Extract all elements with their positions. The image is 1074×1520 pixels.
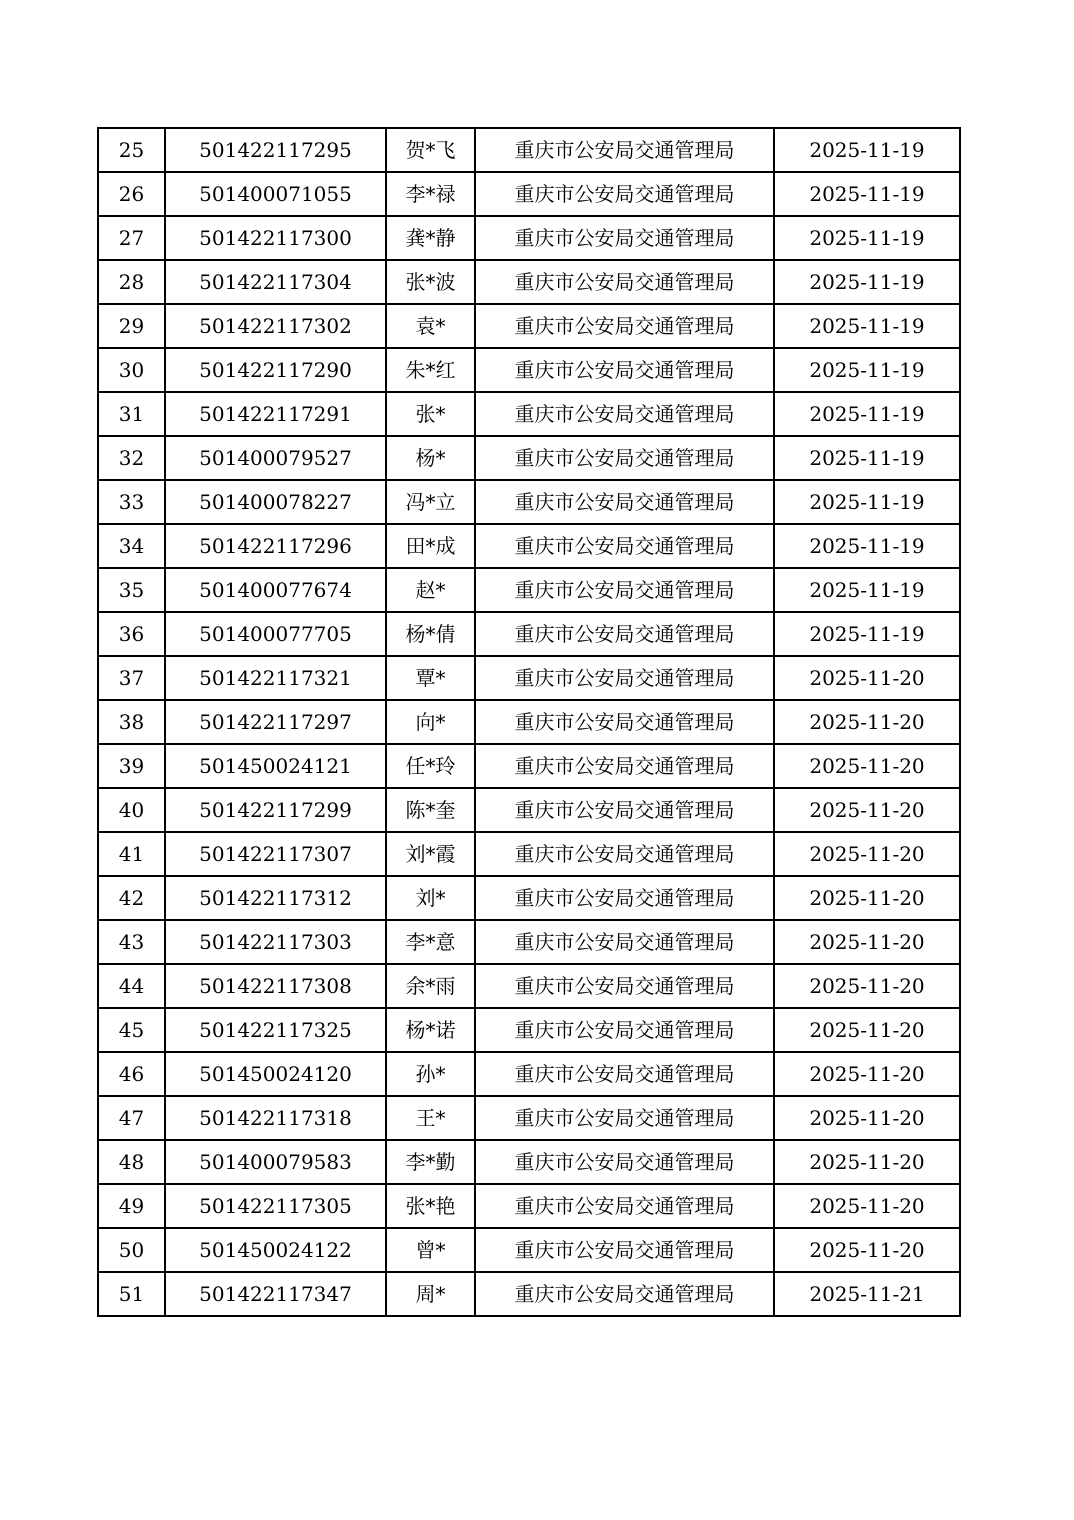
record-id-cell: 501450024120 [165, 1052, 386, 1096]
record-id-cell: 501400078227 [165, 480, 386, 524]
person-name-cell: 李*勤 [386, 1140, 475, 1184]
date-cell: 2025-11-20 [774, 1096, 960, 1140]
person-name-cell: 李*意 [386, 920, 475, 964]
person-name-cell: 冯*立 [386, 480, 475, 524]
person-name-cell: 杨* [386, 436, 475, 480]
record-id-cell: 501422117308 [165, 964, 386, 1008]
date-cell: 2025-11-20 [774, 744, 960, 788]
date-cell: 2025-11-20 [774, 656, 960, 700]
date-cell: 2025-11-20 [774, 1228, 960, 1272]
date-cell: 2025-11-19 [774, 480, 960, 524]
date-cell: 2025-11-20 [774, 876, 960, 920]
row-number-cell: 42 [98, 876, 165, 920]
organization-cell: 重庆市公安局交通管理局 [475, 656, 774, 700]
table-row [98, 1140, 960, 1184]
records-table-body [98, 128, 960, 1316]
record-id-cell: 501400077705 [165, 612, 386, 656]
table-row [98, 700, 960, 744]
row-number-cell: 28 [98, 260, 165, 304]
table-row [98, 744, 960, 788]
row-number-cell: 48 [98, 1140, 165, 1184]
person-name-cell: 杨*倩 [386, 612, 475, 656]
organization-cell: 重庆市公安局交通管理局 [475, 964, 774, 1008]
table-row [98, 1008, 960, 1052]
table-row [98, 832, 960, 876]
record-id-cell: 501422117318 [165, 1096, 386, 1140]
date-cell: 2025-11-20 [774, 1140, 960, 1184]
date-cell: 2025-11-19 [774, 612, 960, 656]
row-number-cell: 40 [98, 788, 165, 832]
date-cell: 2025-11-19 [774, 568, 960, 612]
table-row [98, 304, 960, 348]
date-cell: 2025-11-20 [774, 700, 960, 744]
organization-cell: 重庆市公安局交通管理局 [475, 524, 774, 568]
record-id-cell: 501422117325 [165, 1008, 386, 1052]
row-number-cell: 33 [98, 480, 165, 524]
organization-cell: 重庆市公安局交通管理局 [475, 788, 774, 832]
row-number-cell: 38 [98, 700, 165, 744]
record-id-cell: 501422117291 [165, 392, 386, 436]
table-row [98, 568, 960, 612]
record-id-cell: 501422117312 [165, 876, 386, 920]
row-number-cell: 43 [98, 920, 165, 964]
person-name-cell: 杨*诺 [386, 1008, 475, 1052]
organization-cell: 重庆市公安局交通管理局 [475, 1008, 774, 1052]
date-cell: 2025-11-20 [774, 832, 960, 876]
record-id-cell: 501422117321 [165, 656, 386, 700]
row-number-cell: 31 [98, 392, 165, 436]
person-name-cell: 贺*飞 [386, 128, 475, 172]
row-number-cell: 46 [98, 1052, 165, 1096]
record-id-cell: 501422117297 [165, 700, 386, 744]
date-cell: 2025-11-20 [774, 1184, 960, 1228]
date-cell: 2025-11-19 [774, 216, 960, 260]
record-id-cell: 501400079527 [165, 436, 386, 480]
row-number-cell: 30 [98, 348, 165, 392]
table-row [98, 656, 960, 700]
record-id-cell: 501422117305 [165, 1184, 386, 1228]
date-cell: 2025-11-19 [774, 392, 960, 436]
row-number-cell: 27 [98, 216, 165, 260]
table-row [98, 1096, 960, 1140]
person-name-cell: 李*禄 [386, 172, 475, 216]
row-number-cell: 39 [98, 744, 165, 788]
row-number-cell: 41 [98, 832, 165, 876]
person-name-cell: 张*波 [386, 260, 475, 304]
record-id-cell: 501422117307 [165, 832, 386, 876]
row-number-cell: 47 [98, 1096, 165, 1140]
records-table [97, 127, 961, 1317]
organization-cell: 重庆市公安局交通管理局 [475, 876, 774, 920]
person-name-cell: 张*艳 [386, 1184, 475, 1228]
person-name-cell: 周* [386, 1272, 475, 1316]
table-row [98, 128, 960, 172]
table-row [98, 964, 960, 1008]
organization-cell: 重庆市公安局交通管理局 [475, 1272, 774, 1316]
person-name-cell: 向* [386, 700, 475, 744]
date-cell: 2025-11-20 [774, 920, 960, 964]
record-id-cell: 501422117302 [165, 304, 386, 348]
record-id-cell: 501422117290 [165, 348, 386, 392]
date-cell: 2025-11-20 [774, 788, 960, 832]
row-number-cell: 51 [98, 1272, 165, 1316]
date-cell: 2025-11-20 [774, 1052, 960, 1096]
person-name-cell: 陈*奎 [386, 788, 475, 832]
organization-cell: 重庆市公安局交通管理局 [475, 744, 774, 788]
row-number-cell: 34 [98, 524, 165, 568]
organization-cell: 重庆市公安局交通管理局 [475, 172, 774, 216]
person-name-cell: 覃* [386, 656, 475, 700]
record-id-cell: 501450024121 [165, 744, 386, 788]
person-name-cell: 王* [386, 1096, 475, 1140]
record-id-cell: 501422117304 [165, 260, 386, 304]
table-row [98, 216, 960, 260]
organization-cell: 重庆市公安局交通管理局 [475, 568, 774, 612]
organization-cell: 重庆市公安局交通管理局 [475, 1052, 774, 1096]
person-name-cell: 朱*红 [386, 348, 475, 392]
organization-cell: 重庆市公安局交通管理局 [475, 304, 774, 348]
person-name-cell: 孙* [386, 1052, 475, 1096]
organization-cell: 重庆市公安局交通管理局 [475, 348, 774, 392]
record-id-cell: 501422117300 [165, 216, 386, 260]
organization-cell: 重庆市公安局交通管理局 [475, 216, 774, 260]
organization-cell: 重庆市公安局交通管理局 [475, 700, 774, 744]
row-number-cell: 50 [98, 1228, 165, 1272]
person-name-cell: 张* [386, 392, 475, 436]
organization-cell: 重庆市公安局交通管理局 [475, 920, 774, 964]
date-cell: 2025-11-21 [774, 1272, 960, 1316]
date-cell: 2025-11-19 [774, 128, 960, 172]
record-id-cell: 501400079583 [165, 1140, 386, 1184]
organization-cell: 重庆市公安局交通管理局 [475, 480, 774, 524]
record-id-cell: 501400071055 [165, 172, 386, 216]
record-id-cell: 501422117303 [165, 920, 386, 964]
date-cell: 2025-11-20 [774, 964, 960, 1008]
table-row [98, 1272, 960, 1316]
table-row [98, 524, 960, 568]
record-id-cell: 501422117296 [165, 524, 386, 568]
person-name-cell: 曾* [386, 1228, 475, 1272]
organization-cell: 重庆市公安局交通管理局 [475, 1096, 774, 1140]
date-cell: 2025-11-20 [774, 1008, 960, 1052]
record-id-cell: 501422117295 [165, 128, 386, 172]
date-cell: 2025-11-19 [774, 172, 960, 216]
organization-cell: 重庆市公安局交通管理局 [475, 392, 774, 436]
person-name-cell: 刘*霞 [386, 832, 475, 876]
organization-cell: 重庆市公安局交通管理局 [475, 832, 774, 876]
organization-cell: 重庆市公安局交通管理局 [475, 1140, 774, 1184]
person-name-cell: 刘* [386, 876, 475, 920]
table-row [98, 788, 960, 832]
table-row [98, 260, 960, 304]
table-row [98, 920, 960, 964]
date-cell: 2025-11-19 [774, 524, 960, 568]
table-row [98, 1228, 960, 1272]
date-cell: 2025-11-19 [774, 304, 960, 348]
table-row [98, 480, 960, 524]
record-id-cell: 501422117299 [165, 788, 386, 832]
row-number-cell: 32 [98, 436, 165, 480]
organization-cell: 重庆市公安局交通管理局 [475, 1184, 774, 1228]
row-number-cell: 44 [98, 964, 165, 1008]
row-number-cell: 25 [98, 128, 165, 172]
row-number-cell: 36 [98, 612, 165, 656]
table-row [98, 392, 960, 436]
row-number-cell: 29 [98, 304, 165, 348]
table-row [98, 876, 960, 920]
row-number-cell: 35 [98, 568, 165, 612]
row-number-cell: 37 [98, 656, 165, 700]
table-row [98, 1052, 960, 1096]
person-name-cell: 任*玲 [386, 744, 475, 788]
person-name-cell: 袁* [386, 304, 475, 348]
organization-cell: 重庆市公安局交通管理局 [475, 260, 774, 304]
date-cell: 2025-11-19 [774, 260, 960, 304]
record-id-cell: 501400077674 [165, 568, 386, 612]
person-name-cell: 赵* [386, 568, 475, 612]
date-cell: 2025-11-19 [774, 348, 960, 392]
table-row [98, 436, 960, 480]
table-row [98, 1184, 960, 1228]
person-name-cell: 田*成 [386, 524, 475, 568]
record-id-cell: 501450024122 [165, 1228, 386, 1272]
table-row [98, 172, 960, 216]
row-number-cell: 45 [98, 1008, 165, 1052]
organization-cell: 重庆市公安局交通管理局 [475, 612, 774, 656]
person-name-cell: 龚*静 [386, 216, 475, 260]
row-number-cell: 26 [98, 172, 165, 216]
date-cell: 2025-11-19 [774, 436, 960, 480]
table-row [98, 612, 960, 656]
organization-cell: 重庆市公安局交通管理局 [475, 1228, 774, 1272]
record-id-cell: 501422117347 [165, 1272, 386, 1316]
person-name-cell: 余*雨 [386, 964, 475, 1008]
table-row [98, 348, 960, 392]
organization-cell: 重庆市公安局交通管理局 [475, 128, 774, 172]
row-number-cell: 49 [98, 1184, 165, 1228]
organization-cell: 重庆市公安局交通管理局 [475, 436, 774, 480]
